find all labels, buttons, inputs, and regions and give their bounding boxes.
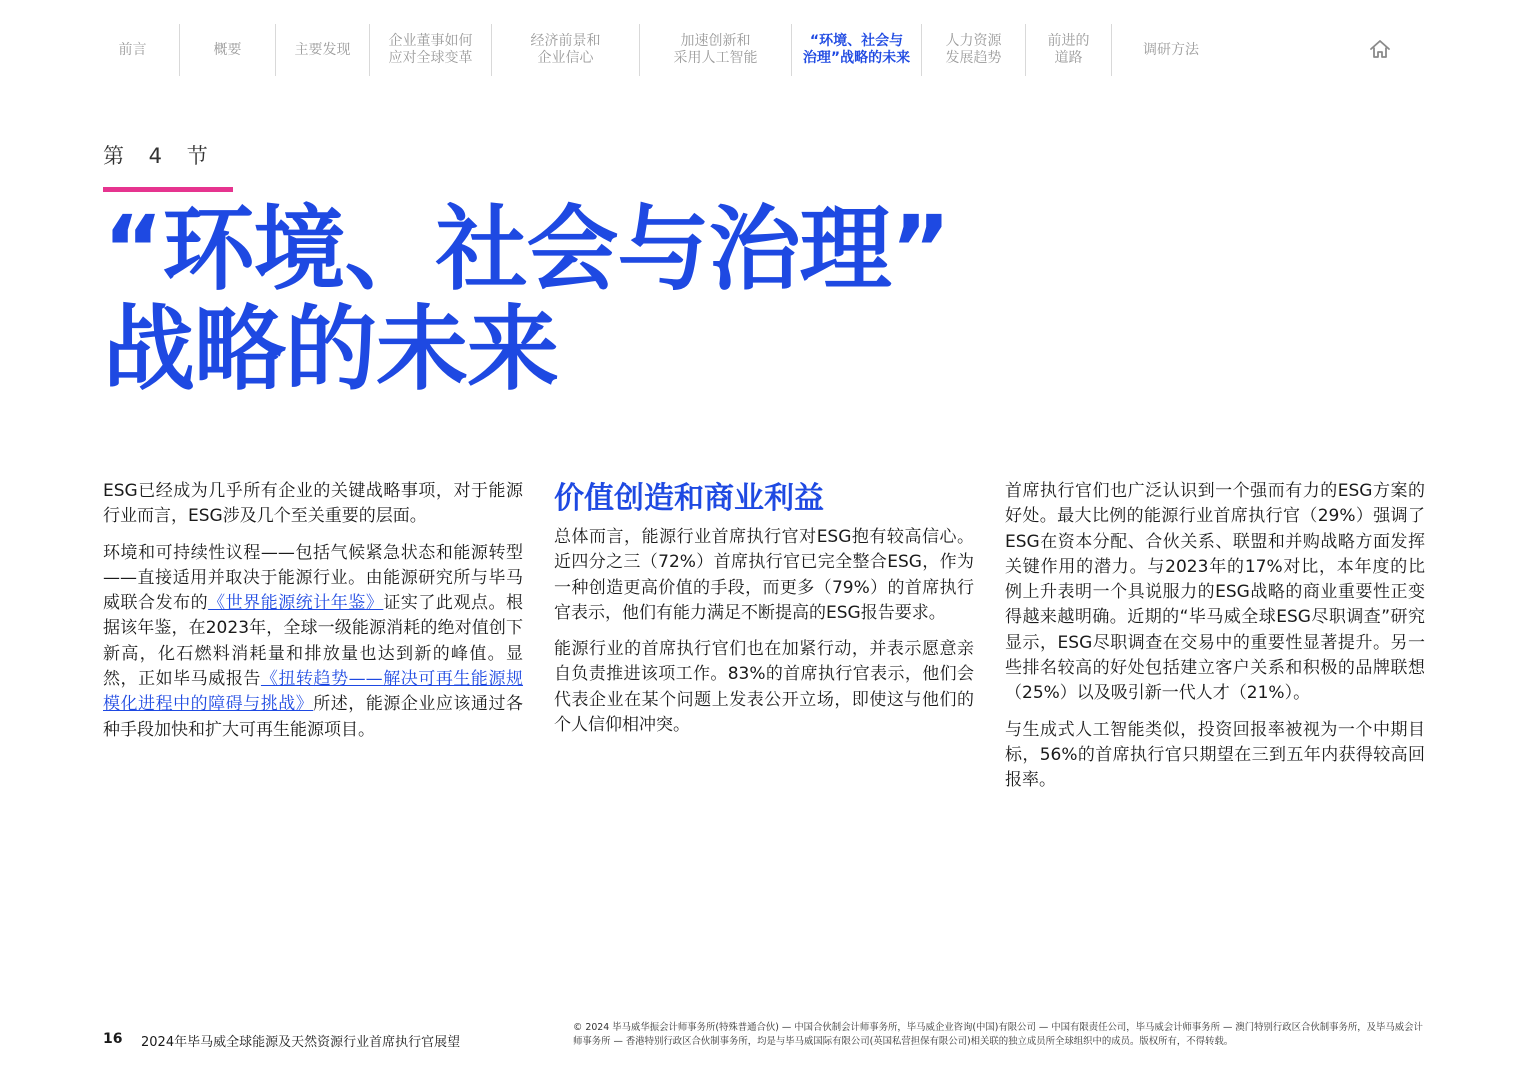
nav-tab-methodology[interactable]	[1112, 24, 1230, 76]
reversing-trend-report-link[interactable]: 《扭转趋势——解决可再生能源规模化进程中的障碍与挑战》	[103, 669, 524, 715]
nav-tab-label: 企业董事如何 应对全球变革	[388, 33, 473, 66]
nav-tab-label: 主要发现	[294, 41, 351, 58]
page-title-line-2: 战略的未来	[103, 296, 559, 403]
nav-tab-ai-innovation[interactable]	[640, 24, 792, 76]
paragraph	[103, 541, 523, 743]
paragraph: ESG已经成为几乎所有企业的关键战略事项，对于能源行业而言，ESG涉及几个至关重要的层面。	[103, 481, 523, 527]
nav-tab-path-forward[interactable]	[1026, 24, 1112, 76]
body-column-2	[554, 479, 974, 749]
paragraph-text: 环境和可持续性议程——包括气候紧急状态和能源转型——直接适用并取决于能源行业。由能源研究所与毕马威联合发布的	[103, 542, 523, 614]
nav-tab-label: 经济前景和 企业信心	[530, 33, 601, 66]
nav-tab-label: 前言	[118, 41, 147, 58]
home-icon	[1369, 39, 1391, 59]
nav-tab-key-findings[interactable]	[276, 24, 370, 76]
nav-tab-label: 加速创新和 采用人工智能	[673, 33, 758, 66]
paragraph: 能源行业的首席执行官们也在加紧行动，并表示愿意亲自负责推进该项工作。83%的首席执行官表示，他们会代表企业在某个问题上发表公开立场，即使这与他们的个人信仰相冲突。	[554, 639, 974, 736]
nav-tab-label: 概要	[213, 41, 242, 58]
nav-tab-label: 前进的 道路	[1047, 33, 1090, 66]
top-navigation	[86, 24, 1426, 76]
page-number: 16	[103, 1031, 123, 1047]
paragraph: 与生成式人工智能类似，投资回报率被视为一个中期目标，56%的首席执行官只期望在三到五年内获得较高回报率。	[1005, 719, 1425, 791]
page-title	[103, 196, 1003, 403]
body-column-3	[1005, 479, 1425, 805]
nav-tab-foreword[interactable]	[86, 24, 180, 76]
section-accent-rule	[103, 187, 233, 192]
world-energy-yearbook-link[interactable]: 《世界能源统计年鉴》	[208, 593, 384, 614]
paragraph: 总体而言，能源行业首席执行官对ESG抱有较高信心。近四分之三（72%）首席执行官已完全整合ESG，作为一种创造更高价值的手段，而更多（79%）的首席执行官表示，他们有能力满足不断提高的ESG报告要求。	[554, 527, 974, 623]
nav-tab-summary[interactable]	[180, 24, 276, 76]
nav-tab-board-response[interactable]	[370, 24, 492, 76]
paragraph-text: 所述，能源企业应该通过各种手段加快和扩大可再生能源项目。	[103, 694, 524, 740]
nav-tab-esg-strategy[interactable]	[792, 24, 922, 76]
home-button[interactable]	[1367, 36, 1393, 62]
nav-tab-label: 调研方法	[1143, 41, 1199, 58]
nav-tab-economic-outlook[interactable]	[492, 24, 640, 76]
body-column-1	[103, 479, 523, 754]
paragraph: 首席执行官们也广泛认识到一个强而有力的ESG方案的好处。最大比例的能源行业首席执行官（29%）强调了ESG在资本分配、合伙关系、联盟和并购战略方面发挥关键作用的潜力。与2023年的17%对比，本年度的比例上升表明一个具说服力的ESG战略的商业重要性正变得越来越明确。近期的“毕马威全球ESG尽职调查”研究显示，ESG尽职调查在交易中的重要性显著提升。另一些排名较高的好处包括建立客户关系和积极的品牌联想（25%）以及吸引新一代人才（21%）。	[1005, 481, 1425, 704]
copyright-notice: © 2024 毕马威华振会计师事务所(特殊普通合伙) — 中国合伙制会计师事务所，毕马威企业咨询(中国)有限公司 — 中国有限责任公司，毕马威会计师事务所 — 澳门特别行政区合伙制事务所，及毕马威会计师事务所 — 香港特别行政区合伙制事务所，均是与毕马威国际有限公司(英国私营担保有限公司)相关联的独立成员所全球组织中的成员。版权所有，不得转载。	[573, 1022, 1423, 1047]
nav-tab-label: 人力资源 发展趋势	[945, 33, 1002, 66]
section-number: 第 4 节	[103, 144, 217, 168]
nav-tab-hr-trends[interactable]	[922, 24, 1026, 76]
paragraph-text: 证实了此观点。根据该年鉴，在2023年，全球一级能源消耗的绝对值创下新高，化石燃料消耗量和排放量也达到新的峰值。显然，正如毕马威报告	[103, 593, 524, 690]
nav-tab-label: “环境、社会与 治理”战略的未来	[802, 33, 911, 66]
page-title-line-1: “环境、社会与治理”	[103, 196, 950, 303]
subsection-heading: 价值创造和商业利益	[554, 481, 824, 516]
report-title: 2024年毕马威全球能源及天然资源行业首席执行官展望	[141, 1035, 461, 1050]
